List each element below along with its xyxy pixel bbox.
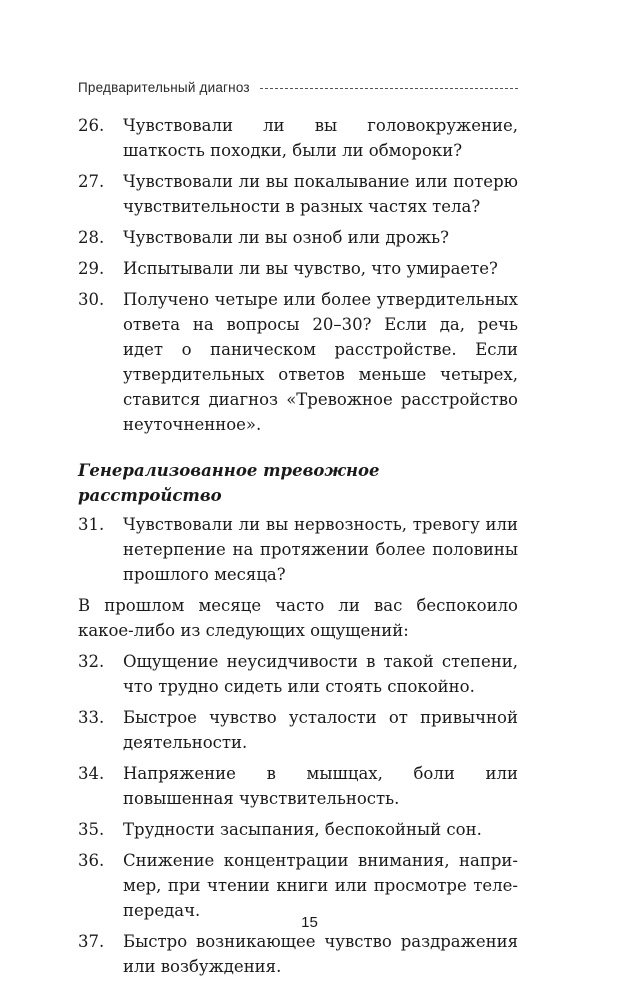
question-item-29 <box>78 256 518 281</box>
question-item-35 <box>78 817 518 842</box>
page-body <box>78 113 518 985</box>
question-item-36 <box>78 848 518 923</box>
question-item-33 <box>78 705 518 755</box>
section-heading: Генерализованное тревожное расстройство <box>78 461 380 505</box>
question-number: 34. <box>78 764 105 783</box>
question-number: 29. <box>78 259 105 278</box>
question-text: Ощущение неусидчивости в такой степени, что трудно сидеть или стоять спокойно. <box>123 652 518 696</box>
running-header <box>78 77 518 97</box>
question-number: 36. <box>78 851 105 870</box>
question-number: 31. <box>78 515 105 534</box>
question-text: Чувствовали ли вы озноб или дрожь? <box>123 228 450 247</box>
question-text: Снижение концентрации внимания, например, при чтении книги или просмотре телепередач. <box>123 851 518 920</box>
question-text: Чувствовали ли вы головокружение, шаткость походки, были ли обмороки? <box>123 116 518 160</box>
question-text: Напряжение в мышцах, боли или повышенная чувствительность. <box>123 764 518 808</box>
question-number: 37. <box>78 932 105 951</box>
header-dashed-rule <box>260 88 518 89</box>
question-item-31 <box>78 512 518 587</box>
question-number: 32. <box>78 652 105 671</box>
question-item-28 <box>78 225 518 250</box>
question-text: Чувствовали ли вы покалывание или потерю чувствительности в разных частях тела? <box>123 172 518 216</box>
question-item-30 <box>78 287 518 437</box>
question-text: Трудности засыпания, беспокойный сон. <box>123 820 482 839</box>
question-text: Быстро возникающее чувство раздражения или возбуждения. <box>123 932 518 976</box>
question-number: 30. <box>78 290 105 309</box>
running-header-title: Предварительный диагноз <box>78 79 250 95</box>
question-item-37 <box>78 929 518 979</box>
question-text: Испытывали ли вы чувство, что умираете? <box>123 259 498 278</box>
question-number: 33. <box>78 708 105 727</box>
question-text: Чувствовали ли вы нервозность, тревогу или нетерпение на протяжении более половины прошлого месяца? <box>123 515 518 584</box>
page-number: 15 <box>301 914 318 931</box>
question-number: 27. <box>78 172 105 191</box>
question-text: Быстрое чувство усталости от привычной деятельности. <box>123 708 518 752</box>
question-item-27 <box>78 169 518 219</box>
question-number: 28. <box>78 228 105 247</box>
question-text: Получено четыре или более утвердительных ответа на вопросы 20–30? Если да, речь идет о паническом расстройстве. Если утвердительных ответов меньше четырех, ставится диагноз «Тревожное расстройство неуточненное». <box>123 290 518 434</box>
question-item-34 <box>78 761 518 811</box>
intro-paragraph: В прошлом месяце часто ли вас беспокоило какое-либо из следующих ощущений: <box>78 596 518 640</box>
question-item-26 <box>78 113 518 163</box>
question-number: 35. <box>78 820 105 839</box>
question-number: 26. <box>78 116 105 135</box>
question-item-32 <box>78 649 518 699</box>
